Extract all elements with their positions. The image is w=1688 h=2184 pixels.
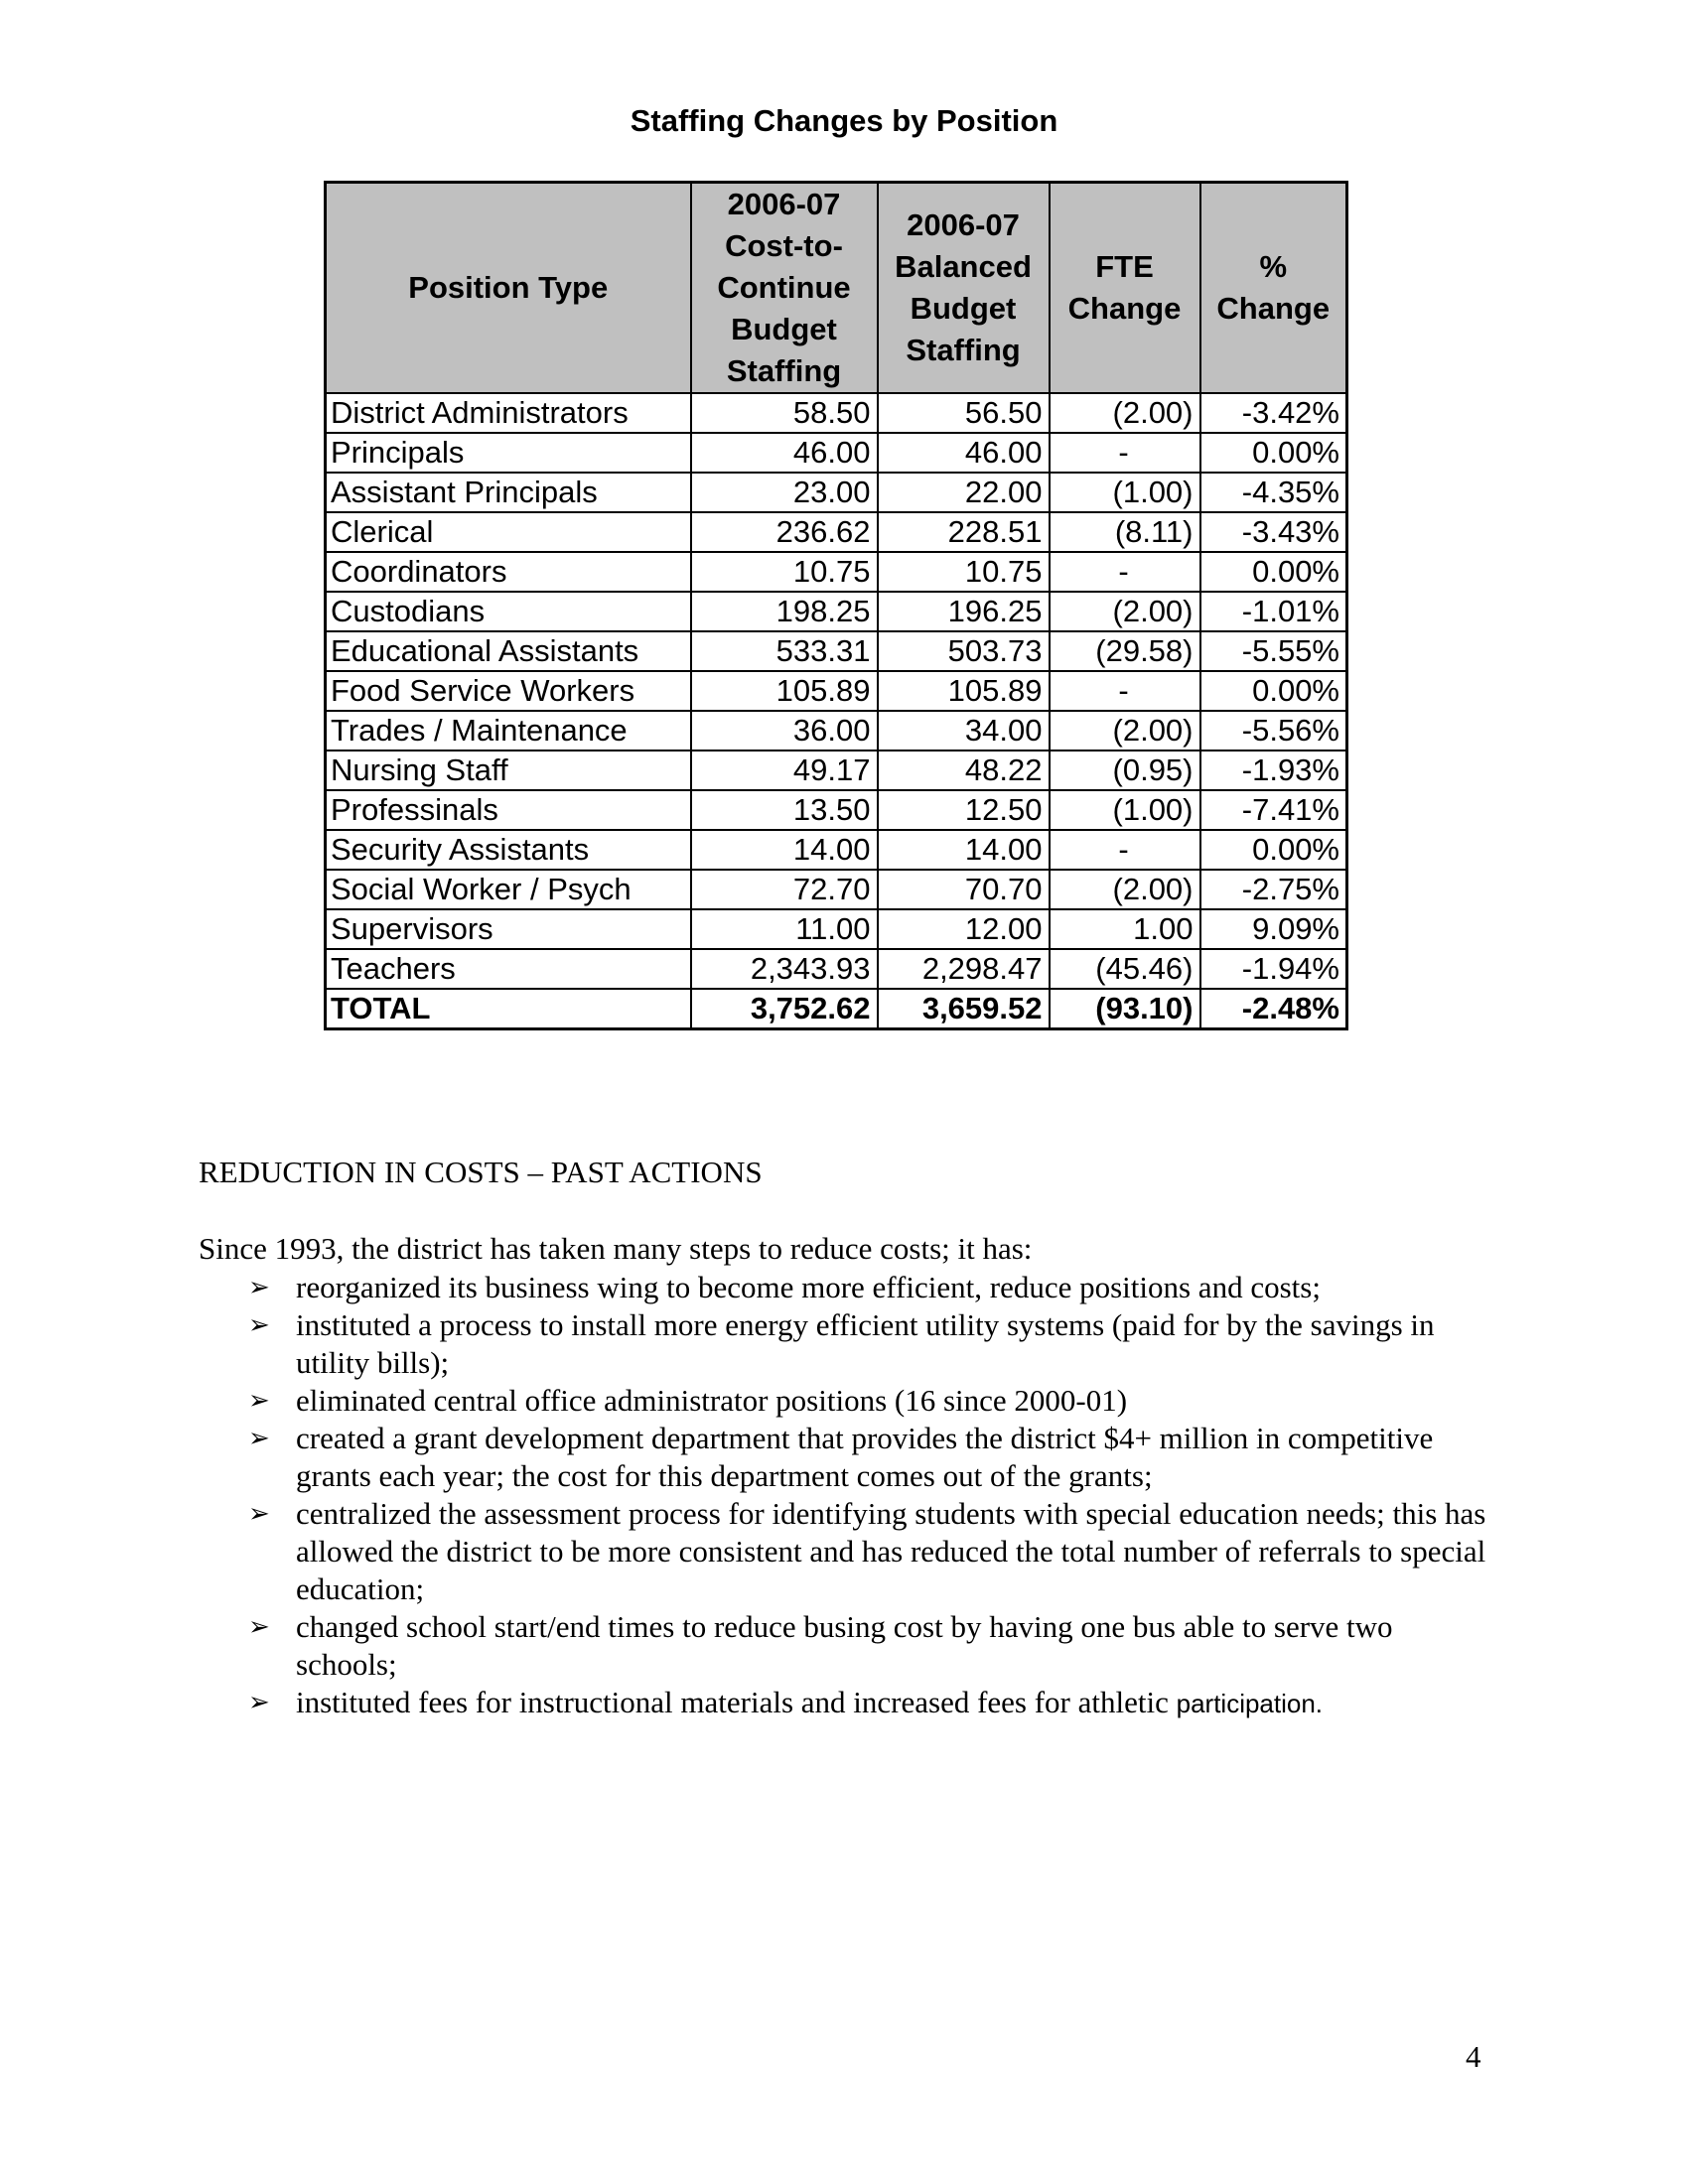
section-intro: Since 1993, the district has taken many steps to reduce costs; it has: — [199, 1231, 1033, 1266]
value-cell: 105.89 — [878, 671, 1050, 711]
value-cell: 9.09% — [1200, 909, 1347, 949]
arrow-bullet-icon: ➢ — [248, 1424, 270, 1452]
value-cell: - — [1050, 830, 1200, 870]
list-item — [248, 1382, 1499, 1420]
value-cell: 14.00 — [691, 830, 878, 870]
value-cell: 48.22 — [878, 751, 1050, 790]
value-cell: 36.00 — [691, 711, 878, 751]
table-total-row — [326, 989, 1347, 1029]
column-header: 2006-07 Balanced Budget Staffing — [878, 183, 1050, 394]
value-cell: 56.50 — [878, 393, 1050, 433]
table-row — [326, 671, 1347, 711]
list-item — [248, 1684, 1499, 1722]
value-cell: 58.50 — [691, 393, 878, 433]
value-cell: -4.35% — [1200, 473, 1347, 512]
value-cell: -5.56% — [1200, 711, 1347, 751]
arrow-bullet-icon: ➢ — [248, 1499, 270, 1528]
value-cell: - — [1050, 552, 1200, 592]
value-cell: (2.00) — [1050, 592, 1200, 631]
column-header: 2006-07 Cost-to-Continue Budget Staffing — [691, 183, 878, 394]
table-row — [326, 473, 1347, 512]
value-cell: -1.93% — [1200, 751, 1347, 790]
value-cell: -7.41% — [1200, 790, 1347, 830]
value-cell: 0.00% — [1200, 552, 1347, 592]
value-cell: 70.70 — [878, 870, 1050, 909]
arrow-bullet-icon: ➢ — [248, 1386, 270, 1415]
value-cell: 14.00 — [878, 830, 1050, 870]
column-header: % Change — [1200, 183, 1347, 394]
value-cell: 2,298.47 — [878, 949, 1050, 989]
table-header-row — [326, 183, 1347, 394]
value-cell: 23.00 — [691, 473, 878, 512]
page-title: Staffing Changes by Position — [630, 103, 1058, 138]
position-type-cell: Trades / Maintenance — [326, 711, 691, 751]
value-cell: 12.00 — [878, 909, 1050, 949]
value-cell: 2,343.93 — [691, 949, 878, 989]
list-item-text: reorganized its business wing to become more efficient, reduce positions and costs; — [296, 1270, 1321, 1304]
value-cell: 228.51 — [878, 512, 1050, 552]
table-row — [326, 631, 1347, 671]
page-number: 4 — [1466, 2039, 1481, 2074]
list-item-text-tail: participation. — [1176, 1689, 1324, 1718]
list-item-text: instituted a process to install more energy efficient utility systems (paid for by the savings in utility bills); — [296, 1307, 1435, 1380]
table-row — [326, 512, 1347, 552]
value-cell: 198.25 — [691, 592, 878, 631]
value-cell: (2.00) — [1050, 711, 1200, 751]
position-type-cell: Food Service Workers — [326, 671, 691, 711]
position-type-cell: Professinals — [326, 790, 691, 830]
column-header: FTE Change — [1050, 183, 1200, 394]
value-cell: 3,659.52 — [878, 989, 1050, 1029]
value-cell: -3.42% — [1200, 393, 1347, 433]
value-cell: 196.25 — [878, 592, 1050, 631]
position-type-cell: Custodians — [326, 592, 691, 631]
value-cell: 3,752.62 — [691, 989, 878, 1029]
column-header: Position Type — [326, 183, 691, 394]
value-cell: -2.75% — [1200, 870, 1347, 909]
value-cell: 0.00% — [1200, 671, 1347, 711]
list-item — [248, 1269, 1499, 1306]
value-cell: 533.31 — [691, 631, 878, 671]
table-row — [326, 433, 1347, 473]
list-item-text: changed school start/end times to reduce busing cost by having one bus able to serve two schools; — [296, 1609, 1393, 1682]
table-row — [326, 790, 1347, 830]
position-type-cell: Social Worker / Psych — [326, 870, 691, 909]
value-cell: -2.48% — [1200, 989, 1347, 1029]
list-item — [248, 1306, 1499, 1382]
table-row — [326, 949, 1347, 989]
value-cell: 236.62 — [691, 512, 878, 552]
position-type-cell: Educational Assistants — [326, 631, 691, 671]
value-cell: -1.94% — [1200, 949, 1347, 989]
staffing-table — [324, 181, 1348, 1030]
table-body — [326, 393, 1347, 1029]
arrow-bullet-icon: ➢ — [248, 1310, 270, 1339]
value-cell: 105.89 — [691, 671, 878, 711]
value-cell: -1.01% — [1200, 592, 1347, 631]
value-cell: 46.00 — [691, 433, 878, 473]
table-row — [326, 751, 1347, 790]
list-item-text: eliminated central office administrator positions (16 since 2000-01) — [296, 1383, 1128, 1418]
value-cell: 13.50 — [691, 790, 878, 830]
value-cell: 22.00 — [878, 473, 1050, 512]
value-cell: 503.73 — [878, 631, 1050, 671]
position-type-cell: TOTAL — [326, 989, 691, 1029]
value-cell: -5.55% — [1200, 631, 1347, 671]
value-cell: 72.70 — [691, 870, 878, 909]
value-cell: - — [1050, 433, 1200, 473]
value-cell: 10.75 — [691, 552, 878, 592]
list-item-text: created a grant development department that provides the district $4+ million in competitive grants each year; the cost for this department comes out of the grants; — [296, 1421, 1434, 1493]
value-cell: - — [1050, 671, 1200, 711]
value-cell: 12.50 — [878, 790, 1050, 830]
position-type-cell: District Administrators — [326, 393, 691, 433]
arrow-bullet-icon: ➢ — [248, 1612, 270, 1641]
value-cell: 0.00% — [1200, 433, 1347, 473]
value-cell: (45.46) — [1050, 949, 1200, 989]
table-row — [326, 830, 1347, 870]
value-cell: 10.75 — [878, 552, 1050, 592]
value-cell: (1.00) — [1050, 790, 1200, 830]
table-row — [326, 592, 1347, 631]
position-type-cell: Assistant Principals — [326, 473, 691, 512]
position-type-cell: Security Assistants — [326, 830, 691, 870]
value-cell: 34.00 — [878, 711, 1050, 751]
position-type-cell: Nursing Staff — [326, 751, 691, 790]
position-type-cell: Clerical — [326, 512, 691, 552]
value-cell: (93.10) — [1050, 989, 1200, 1029]
value-cell: 0.00% — [1200, 830, 1347, 870]
value-cell: (0.95) — [1050, 751, 1200, 790]
value-cell: (1.00) — [1050, 473, 1200, 512]
value-cell: (29.58) — [1050, 631, 1200, 671]
value-cell: (8.11) — [1050, 512, 1200, 552]
list-item — [248, 1608, 1499, 1684]
list-item-text: instituted fees for instructional materials and increased fees for athletic — [296, 1685, 1177, 1719]
arrow-bullet-icon: ➢ — [248, 1688, 270, 1716]
position-type-cell: Supervisors — [326, 909, 691, 949]
value-cell: -3.43% — [1200, 512, 1347, 552]
list-item — [248, 1420, 1499, 1495]
value-cell: 11.00 — [691, 909, 878, 949]
list-item — [248, 1495, 1499, 1608]
list-item-text: centralized the assessment process for identifying students with special education needs; this has allowed the district to be more consistent and has reduced the total number of referrals to special education; — [296, 1496, 1486, 1606]
value-cell: 49.17 — [691, 751, 878, 790]
section-heading: REDUCTION IN COSTS – PAST ACTIONS — [199, 1155, 763, 1189]
position-type-cell: Principals — [326, 433, 691, 473]
value-cell: 46.00 — [878, 433, 1050, 473]
table-row — [326, 909, 1347, 949]
value-cell: 1.00 — [1050, 909, 1200, 949]
table-row — [326, 870, 1347, 909]
bullet-list — [248, 1269, 1499, 1722]
position-type-cell: Teachers — [326, 949, 691, 989]
value-cell: (2.00) — [1050, 870, 1200, 909]
position-type-cell: Coordinators — [326, 552, 691, 592]
table-row — [326, 393, 1347, 433]
table-row — [326, 552, 1347, 592]
table-row — [326, 711, 1347, 751]
value-cell: (2.00) — [1050, 393, 1200, 433]
arrow-bullet-icon: ➢ — [248, 1273, 270, 1301]
